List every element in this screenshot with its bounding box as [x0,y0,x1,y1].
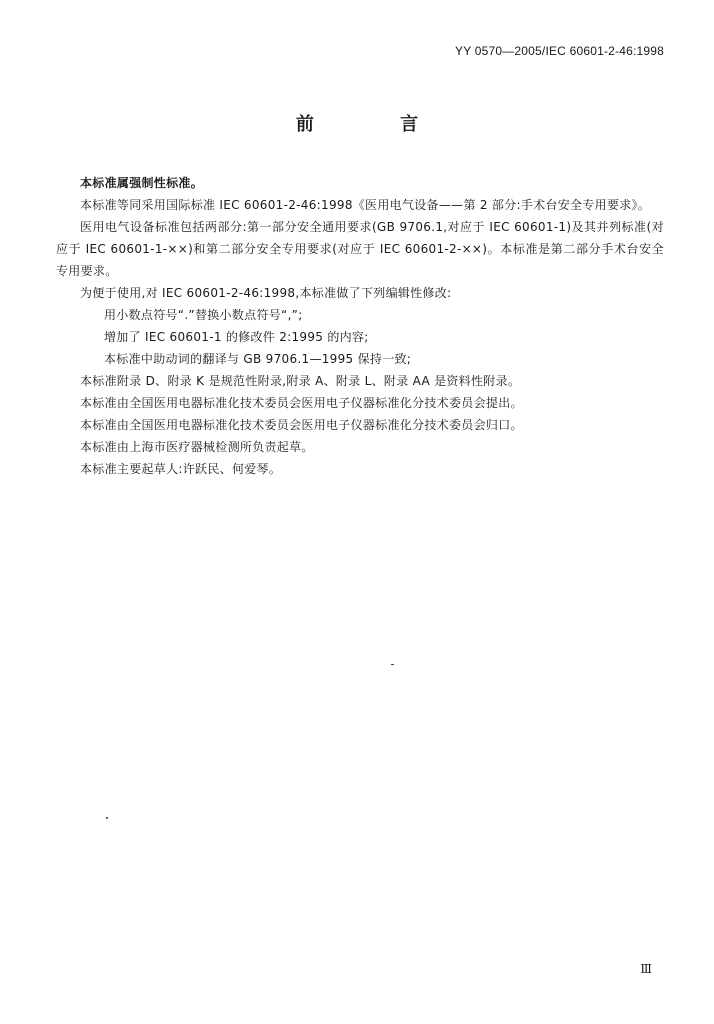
foreword-body [56,172,664,480]
paragraph-adoption: 本标准等同采用国际标准 IEC 60601-2-46:1998《医用电气设备——第 2 部分:手术台安全专用要求》。 [80,198,651,212]
modification-item-2: 增加了 IEC 60601-1 的修改件 2:1995 的内容; [104,330,369,344]
paragraph-centralized-by: 本标准由全国医用电器标准化技术委员会医用电子仪器标准化分技术委员会归口。 [80,418,523,432]
paragraph-drafted-by: 本标准由上海市医疗器械检测所负责起草。 [80,440,314,454]
paragraph-proposed-by: 本标准由全国医用电器标准化技术委员会医用电子仪器标准化分技术委员会提出。 [80,396,523,410]
modification-item-1: 用小数点符号“.”替换小数点符号“,”; [104,308,303,322]
paragraph-drafters: 本标准主要起草人:许跃民、何爱琴。 [80,462,282,476]
paragraph-annexes: 本标准附录 D、附录 K 是规范性附录,附录 A、附录 L、附录 AA 是资料性附录。 [80,374,521,388]
standard-code-header: YY 0570—2005/IEC 60601-2-46:1998 [455,44,664,58]
modification-item-3: 本标准中助动词的翻译与 GB 9706.1—1995 保持一致; [104,352,412,366]
paragraph-mandatory: 本标准属强制性标准。 [80,176,204,190]
paragraph-structure: 医用电气设备标准包括两部分:第一部分安全通用要求(GB 9706.1,对应于 IEC 60601-1)及其并列标准(对应于 IEC 60601-1-××)和第二部分安全专用要求(对应于 IEC 60601-2-××)。本标准是第二部分手术台安全专用要求。 [56,220,664,278]
page-number: Ⅲ [640,962,652,976]
scan-speck [106,817,108,819]
scan-speck [391,664,394,665]
paragraph-modifications-intro: 为便于使用,对 IEC 60601-2-46:1998,本标准做了下列编辑性修改: [80,286,452,300]
page-title: 前 言 [295,114,459,135]
